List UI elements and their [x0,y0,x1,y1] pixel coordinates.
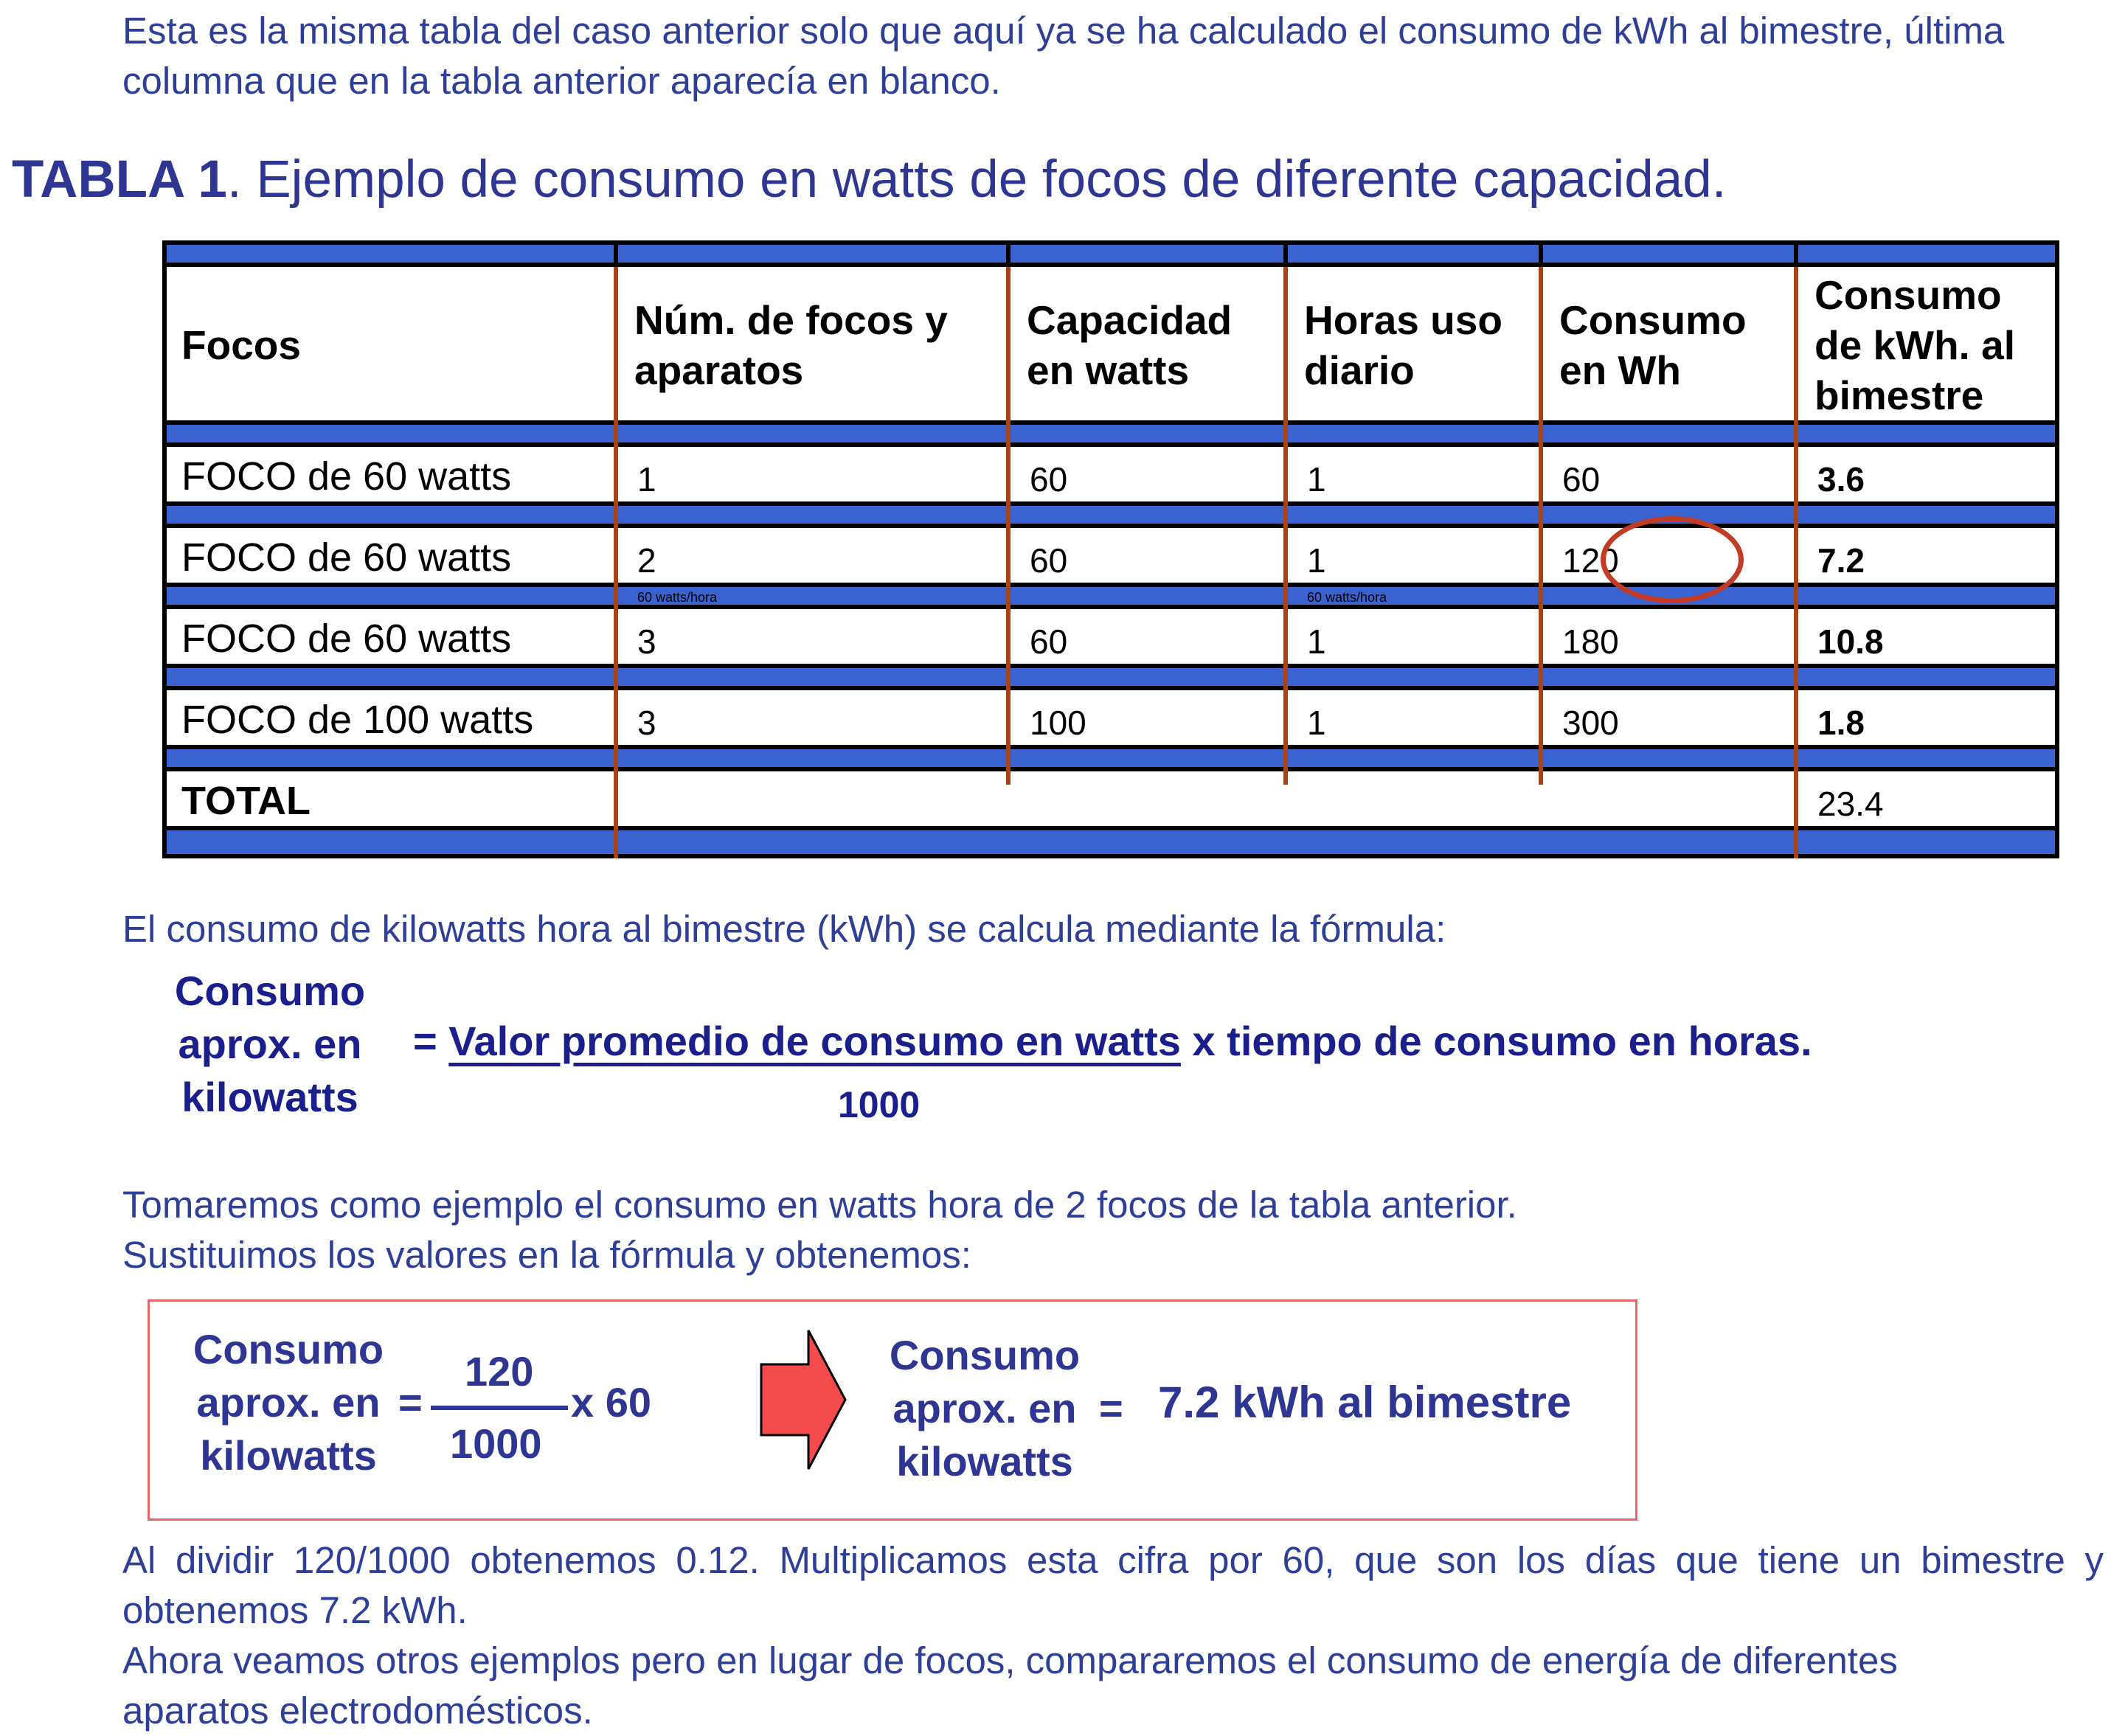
formula-numerator: Valor promedio de consumo en watts [448,1018,1181,1064]
result-value: 7.2 kWh al bimestre [1158,1378,1572,1427]
result-lhs [863,1329,1106,1488]
table-band [162,240,2059,267]
column-divider [614,240,618,858]
header-horas: Horas uso diario [1304,297,1502,393]
result-lhs-line: kilowatts [896,1438,1073,1485]
row-watts: 60 [1030,460,1068,499]
small-note: 60 watts/hora [1307,590,1387,605]
row-name: FOCO de 60 watts [181,617,512,661]
example-lhs-line: Consumo [193,1326,384,1372]
formula-lhs-line: aprox. en [178,1021,362,1067]
header-num-focos: Núm. de focos y aparatos [634,297,948,393]
total-value: 23.4 [1817,785,1884,823]
total-label: TOTAL [181,779,311,823]
result-lhs-line: Consumo [889,1332,1081,1378]
column-divider [1006,240,1011,785]
row-kwh: 1.8 [1817,704,1865,742]
row-name: FOCO de 60 watts [181,454,512,499]
band-divider [1539,240,1543,267]
example-text-2: Sustituimos los valores en la fórmula y obtenemos: [122,1234,971,1276]
band-divider [1006,240,1011,267]
row-num: 3 [637,622,656,661]
header-consumo-kwh: Consumo de kWh. al bimestre [1814,272,2015,418]
band-divider [1794,240,1798,267]
table-title-label: TABLA 1 [12,150,227,209]
column-divider [1539,240,1543,785]
row-wh: 60 [1562,460,1601,499]
row-num: 2 [637,541,656,580]
column-divider [1283,240,1288,785]
row-kwh: 10.8 [1817,622,1884,661]
conclusion-2: Ahora veamos otros ejemplos pero en lugar de focos, compararemos el consumo de energía de diferentes aparatos electrodomésticos. [122,1639,1898,1732]
row-wh: 180 [1562,622,1619,661]
band-divider [614,240,618,267]
table-border-right [2055,240,2059,858]
table-band [162,583,2059,609]
header-capacidad: Capacidad en watts [1027,297,1233,393]
formula-rest: x tiempo de consumo en horas. [1180,1018,1812,1064]
table-band [162,501,2059,528]
row-hours: 1 [1307,541,1326,580]
band-divider [1283,240,1288,267]
row-hours: 1 [1307,622,1326,661]
example-text-1: Tomaremos como ejemplo el consumo en watts hora de 2 focos de la tabla anterior. [122,1184,1517,1226]
example-lhs-line: aprox. en [196,1379,381,1426]
formula-rhs [413,1015,1812,1068]
table-title-text: . Ejemplo de consumo en watts de focos de diferente capacidad. [226,150,1727,209]
row-hours: 1 [1307,460,1326,499]
row-num: 3 [637,704,656,742]
example-equals: = [398,1379,423,1426]
column-divider [1794,240,1798,858]
row-watts: 60 [1030,541,1068,580]
row-watts: 100 [1030,704,1086,742]
row-hours: 1 [1307,704,1326,742]
example-lhs [167,1323,410,1482]
table-band [162,745,2059,771]
row-name: FOCO de 60 watts [181,535,512,580]
example-lhs-line: kilowatts [200,1432,377,1479]
row-kwh: 3.6 [1817,460,1865,499]
table-band [162,420,2059,447]
highlight-circle [1601,516,1744,603]
formula-lhs-line: kilowatts [181,1074,358,1120]
row-wh: 120 [1562,541,1619,580]
result-equals: = [1099,1385,1123,1431]
table-band [162,664,2059,690]
right-arrow-icon [760,1327,848,1475]
fraction-bar [431,1406,568,1410]
row-wh: 300 [1562,704,1619,742]
example-multiplier: x 60 [571,1379,651,1426]
formula-denominator: 1000 [838,1084,921,1125]
header-consumo-wh: Consumo en Wh [1559,297,1747,393]
header-focos: Focos [181,322,301,368]
table-band [162,826,2059,858]
formula-lhs [145,965,395,1124]
consumption-table [162,240,2059,858]
conclusion-1: Al dividir 120/1000 obtenemos 0.12. Multiplicamos esta cifra por 60, que son los días que tiene un bimestre y obtenemos 7.2 kWh. [122,1539,2104,1631]
intro-paragraph: Esta es la misma tabla del caso anterior solo que aquí ya se ha calculado el consumo de kWh al bimestre, última columna que en la tabla anterior aparecía en blanco. [122,10,2005,102]
row-num: 1 [637,460,656,499]
table-title [12,150,1727,209]
small-note: 60 watts/hora [637,590,718,605]
row-kwh: 7.2 [1817,541,1865,580]
formula-intro: El consumo de kilowatts hora al bimestre (kWh) se calcula mediante la fórmula: [122,908,1446,950]
row-watts: 60 [1030,622,1068,661]
example-denominator: 1000 [450,1420,542,1467]
row-name: FOCO de 100 watts [181,698,534,742]
table-border-left [162,240,167,858]
result-lhs-line: aprox. en [892,1385,1077,1431]
example-numerator: 120 [465,1348,534,1395]
formula-equals: = [413,1018,437,1064]
formula-lhs-line: Consumo [174,968,366,1014]
